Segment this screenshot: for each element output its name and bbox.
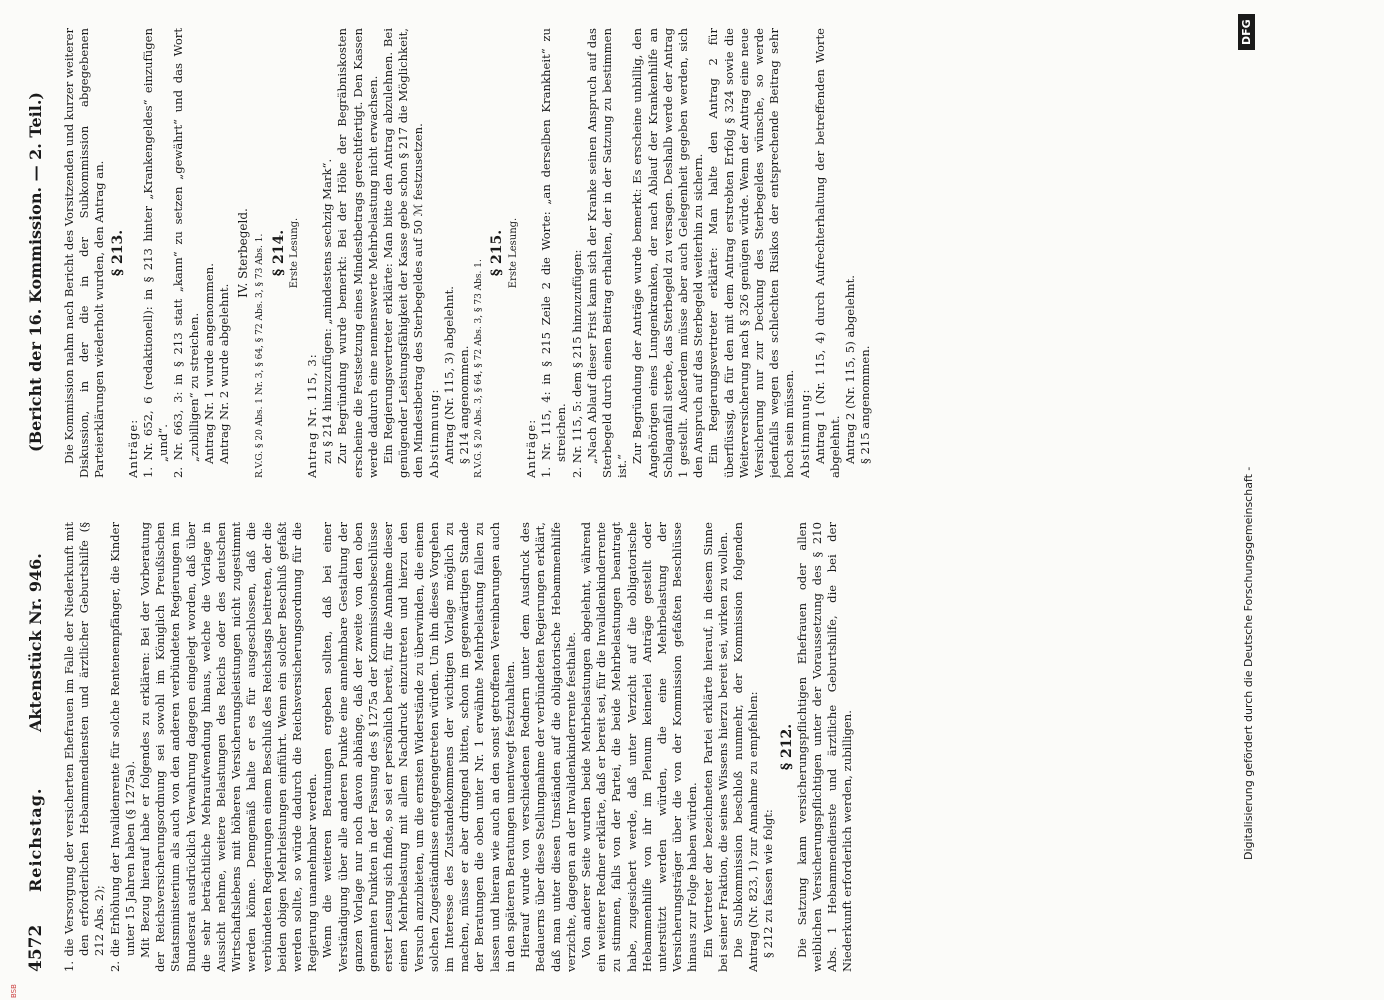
section-heading-215: § 215. [489, 229, 506, 277]
list-item: 2. Nr. 663, 3: in § 213 statt „kann“ zu setzen „gewährt“ und das Wort „zubilligen“ zu streichen. [171, 28, 201, 478]
paragraph: Zur Begründung wurde bemerkt: Bei der Höhe der Begräbniskosten erscheine die Festsetzung eines Mindestbetrags gerechtfertigt. Den Kassen werde dadurch eine nennenswerte Mehrbelastung nicht erwachsen. [335, 28, 380, 478]
list-item: 2. Nr. 115, 5: dem § 215 hinzuzufügen: [569, 249, 584, 478]
header-document-number: Aktenstück Nr. 946. [26, 553, 45, 732]
result-line: Antrag (Nr. 115, 3) abgelehnt. [441, 286, 456, 464]
abstimmung-label: Abstimmung: [797, 388, 812, 478]
paragraph: Die Kommission nahm nach Bericht des Vorsitzenden und kurzer weiterer Diskussion, in der die in der Subkommission abgegebenen Parteierklärungen wiederholt wurden, den Antrag an. [62, 28, 107, 478]
antrag-text: zu § 214 hinzuzufügen: „mindestens sechzig Mark“. [320, 158, 335, 464]
result-line: Antrag Nr. 2 wurde abgelehnt. [217, 283, 232, 464]
section-iv-heading: IV. Sterbegeld. [236, 208, 251, 298]
list-item: 1. die Versorgung der versicherten Ehefrauen im Falle der Niederkunft mit den erforderlichen Hebammendiensten und ärztlicher Geburtshilfe (§ 212 Abs. 2); [62, 522, 107, 972]
antrag-label: Antrag Nr. 115, 3: [305, 353, 320, 478]
result-line: § 215 angenommen. [858, 345, 873, 464]
paragraph: Zur Begründung der Anträge wurde bemerkt: Es erscheine unbillig, den Angehörigen eines Lungenkranken, der nach Ablauf der Krankenhilfe an Schlaganfall sterbe, das Sterbegeld zu versagen. Deshalb werde der Antrag 1 gestellt. Außerdem müsse aber auch Gelegenheit gegeben werden, sich den Anspruch auf das Sterbegeld weiterhin zu sichern. [630, 28, 706, 478]
left-column [62, 522, 1022, 972]
paragraph: Mit Bezug hierauf habe er folgendes zu erklären: Bei der Vorberatung der Reichsversicherungsordnung sei sowohl im Königlich Preußischen Staatsministerium als auch von den anderen verbündeten Regierungen im Bundesrat ausdrücklich Verwahrung dagegen eingelegt worden, daß über die sehr beträchtliche Mehraufwendung hinaus, welche die Vorlage in Aussicht nehme, weitere Belastungen des Reichs oder des deutschen Wirtschaftslebens mit höheren Versicherungsleistungen nicht zugestimmt werden könne. Demgemäß halte er es für ausgeschlossen, daß die verbündeten Regierungen einem Beschluß des Reichstags beitreten, der die beiden obigen Mehrleistungen einführt. Wenn ein solcher Beschluß gefaßt werden sollte, so würde dadurch die Reichsversicherungsordnung für die Regierung unannehmbar werden. [138, 522, 320, 972]
result-line: Antrag 2 (Nr. 115, 5) abgelehnt. [843, 275, 858, 464]
paragraph: Von anderer Seite wurden beide Mehrbelastungen abgelehnt, während ein weiterer Redner erklärte, daß er bereit sei, für die Invalidenkinderrente zu stimmen, falls von der Partei, die beide Mehrbelastungen beantragt habe, zugesichert werde, daß unter Verzicht auf die obligatorische Hebammenhilfe von ihr im Plenum keinerlei Anträge gestellt oder unterstützt werden würden, die eine Mehrbelastung der Versicherungsträger über die von der Kommission gefaßten Beschlüsse hinaus zur Folge haben würden. [578, 522, 700, 972]
paragraph: Ein Regierungsvertreter erklärte: Man bitte den Antrag abzulehnen. Bei genügender Leistungsfähigkeit der Kasse gebe schon § 217 die Möglichkeit, den Mindestbetrag des Sterbegeldes auf 50 ℳ festzusetzen. [381, 28, 426, 478]
citation: R.V.G. § 20 Abs. 3, § 64, § 72 Abs. 3, § 73 Abs. 1. [474, 259, 485, 478]
paragraph: Die Subkommission beschloß nunmehr, der Kommission folgenden Antrag (Nr. 823, 1) zur Annahme zu empfehlen: [730, 522, 761, 972]
section-heading-214: § 214. [270, 229, 287, 277]
paragraph: Hierauf wurde von verschiedenen Rednern unter dem Ausdruck des Bedauerns über diese Stellungnahme der verbündeten Regierungen erklärt, daß man unter diesen Umständen auf die obligatorische Hebammenhilfe verzichte, dagegen an der Invalidenkinderrente festhalte. [518, 522, 578, 972]
quoted-text: „Nach Ablauf dieser Frist kann sich der Kranke seinen Anspruch auf das Sterbegeld durch einen Beitrag erhalten, der in der Satzung zu bestimmen ist.“ [584, 28, 630, 478]
library-mark: BSB [10, 984, 18, 998]
dfg-logo: DFG [1238, 14, 1255, 50]
page-header [24, 12, 48, 972]
paragraph: Ein Regierungsvertreter erklärte: Man halte den Antrag 2 für überflüssig, da für den mit dem Antrag erstrebten Erfolg § 324 sowie die Weiterversicherung nach § 326 genügen würde. Wenn der Antrag eine neue Versicherung nur zur Deckung des Sterbegeldes wünsche, so werde jedenfalls wegen des schlechten Risikos der entsprechende Beitrag sehr hoch sein müssen. [706, 28, 797, 478]
list-item: 1. Nr. 652, 6 (redaktionell): in § 213 hinter „Krankengeldes“ einzufügen „und“. [141, 28, 171, 478]
list-item: 2. die Erhöhung der Invalidenrente für solche Rentenempfänger, die Kinder unter 15 Jahren haben (§ 1275a). [107, 522, 137, 972]
header-report-title: (Bericht der 16. Kommission. — 2. Teil.) [26, 92, 45, 452]
right-column [62, 28, 1022, 478]
result-line: Antrag 1 (Nr. 115, 4) durch Aufrechterhaltung der betreffenden Worte abgelehnt. [812, 28, 842, 478]
section-text: Die Satzung kann versicherungspflichtigen Ehefrauen oder allen weiblichen Versicherungspflichtigen unter der Voraussetzung des § 210 Abs. 1 Hebammendienste und ärztliche Geburtshilfe, die bei der Niederkunft erforderlich werden, zubilligen. [794, 522, 855, 972]
header-reichstag: Reichstag. [26, 787, 45, 892]
citation: R.V.G. § 20 Abs. 1 Nr. 3, § 64, § 72 Abs. 3, § 73 Abs. 1. [255, 233, 266, 478]
digitization-notice [1232, 0, 1272, 1000]
dfg-credit-text: Digitalisierung gefördert durch die Deutsche Forschungsgemeinschaft - [1242, 466, 1255, 860]
list-item: 1. Nr. 115, 4: in § 215 Zeile 2 die Worte: „an derselben Krankheit“ zu streichen. [539, 28, 569, 478]
abstimmung-label: Abstimmung: [426, 388, 441, 478]
page-number: 4572 [26, 924, 46, 972]
reading-label: Erste Lesung. [288, 217, 300, 289]
antraege-label: Anträge: [523, 418, 538, 478]
section-heading-213: § 213. [109, 229, 126, 277]
reading-label: Erste Lesung. [507, 217, 519, 289]
paragraph: Ein Vertreter der bezeichneten Partei erklärte hierauf, in diesem Sinne bei seiner Fraktion, die seines Wissens hierzu bereit sei, wirken zu wollen. [700, 522, 730, 972]
antraege-label: Anträge: [125, 418, 140, 478]
result-line: § 214 angenommen. [457, 345, 472, 464]
motion-text: § 212 zu fassen wie folgt: [761, 809, 776, 958]
result-line: Antrag Nr. 1 wurde angenommen. [201, 263, 216, 464]
section-heading-212: § 212. [778, 723, 795, 771]
paragraph: Wenn die weiteren Beratungen ergeben sollten, daß bei einer Verständigung über alle anderen Punkte eine annehmbare Gestaltung der ganzen Vorlage nur noch davon abhänge, daß der zweite von den oben genannten Punkten in der Fassung des § 1275a der Kommissionsbeschlüsse erster Lesung sich finde, so sei er persönlich bereit, für die Annahme dieser einen Mehrbelastung mit allem Nachdruck einzutreten und hierzu den Versuch anzubieten, um die ernsten Widerstände zu überwinden, die einem solchen Zugeständnisse entgegengetreten würden. Um ihn dieses Vorgehen im Interesse des Zustandekommens der wichtigen Vorlage möglich zu machen, müsse er aber dringend bitten, schon im gegenwärtigen Stande der Beratungen die oben unter Nr. 1 erwähnte Mehrbelastung fallen zu lassen und hieran wie auch an den sonst getroffenen Vereinbarungen auch in den späteren Beratungen unentwegt festzuhalten. [320, 522, 517, 972]
